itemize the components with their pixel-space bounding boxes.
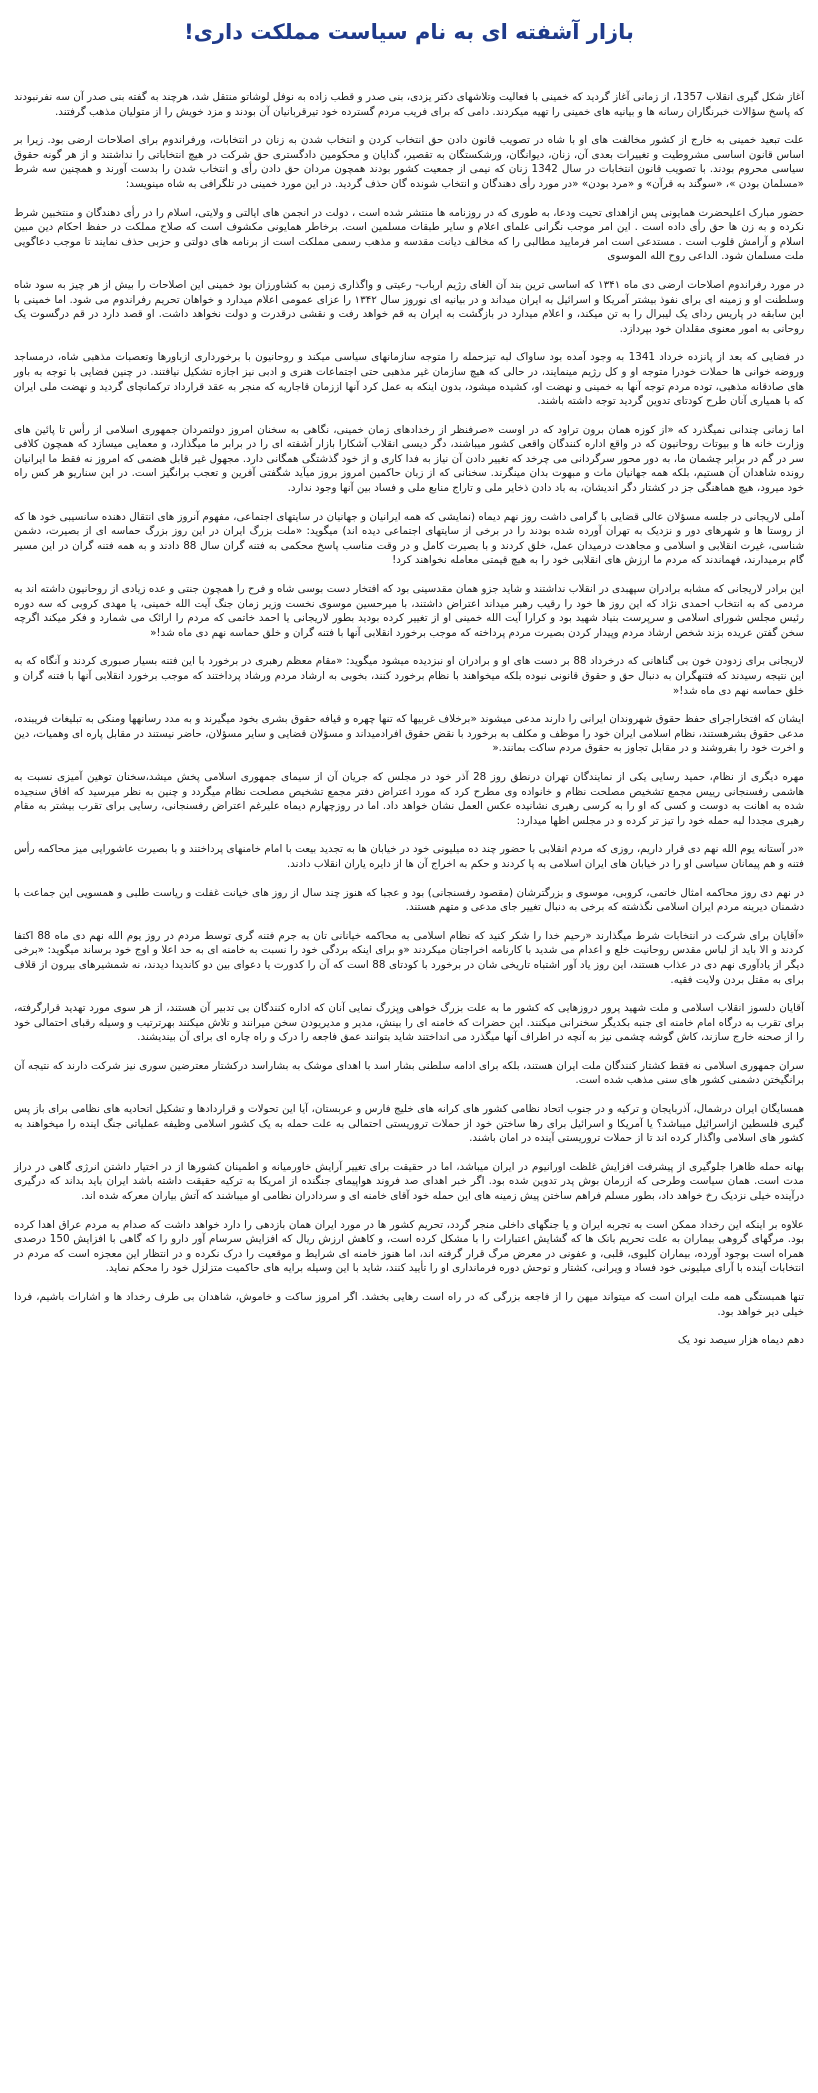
- paragraph: در مورد رفراندوم اصلاحات ارضی دی ماه ۱۳۴۱ که اساسی ترین بند آن الغای رژیم ارباب- رعیتی و واگذاری زمین به کشاورزان بود خمینی این اصلاحات را بیش از هر چیز به سود شاه وسلطنت او و زمینه ای برای نفوذ بیشتر آمریکا و اسرائیل به ایران میداند و در بیانیه ای نوروز سال ۱۳۴۲ را عزای عمومی اعلام میدارد و خواهان تحریم رفراندوم می شود. اما خمینی با این سابقه در پاریس رداى یک لیبرال را به تن میکند، و اعلام میدارد در بازگشت به ایران به قم خواهد رفت و نقشی درقدرت و دولت نخواهد داشت. او قصد دارد در قم درگسوت یک روحانی به امور معنوی مقلدان خود بپردازد.: [14, 278, 804, 335]
- paragraph: «آقایان برای شرکت در انتخابات شرط میگذارند «رحیم خدا را شکر کنید که نظام اسلامی به محاکمه خیانانی تان به جرم فتنه گری توسط مردم در روز یوم الله نهم دی ماه 88 اکتفا کردند و الا باید از لباس مقدس روحانیت خلع و اعدام می شدید با کارنامه اخراجتان میکردند «و برای اینکه بردگی خود را نسبت به خامنه ای به حد اعلا و اوج خود برساند میگوید: «برخی دیگر از یادآوری نهم دی در عذاب هستند، این روز یاد آور اشتباه تاریخی شان در برخورد با کودتای 88 است که آن را کدورت یا دعوای بین دو کاندیدا دیدند، نه شمشیرهای بیرون از قلاف برای به مقتل بردن ولایت فقیه.: [14, 929, 804, 986]
- paragraph: بهانه حمله ظاهرا جلوگیری از پیشرفت افزایش غلظت اورانیوم در ایران میباشد، اما در حقیقت برای تغییر آرایش خاورمیانه و اطمینان کشورها از در اختیار داشتن انرژی گاهی در دراز مدت است. همان سیاست وطرحی که ازرمان بوش پدر تدوین شده بود. اگر خبر اهدای صد فروند هواپیمای جنگنده از امریکا به ترکیه حقیقت داشته باشد ایران باید بداند که درگیری درآینده خیلی نزدیک رخ خواهد داد، بطور مسلم فراهم ساختن پیش زمینه های این حمله خود آقای خامنه ای و سردادران نظامی او میباشند که آتش بیاران معرکه شده اند.: [14, 1160, 804, 1203]
- paragraph: حضور مبارک اعلیحضرت همایونی پس ازاهدای تحیت ودعا، به طوری که در روزنامه ها منتشر شده است ، دولت در انجمن های ایالتی و ولایتی، اسلام را در رأی دهندگان و منتخبین شرط نکرده و به زن ها حق رأی داده است . این امر موجب نگرانی علمای اعلام و سایر طبقات مسلمین است. برخاطر همایونی مکشوف است که صلاح مملکت در حفظ احکام دین مبین اسلام و آرامش قلوب است . مستدعی است امر فرمایید مطالبی را که مخالف دیانت مقدسه و مذهب رسمی مملکت است از برنامه های دولتی و حزبی حذف نمایند تا موجب دعاگویی ملت مسلمان شود. الداعی روح الله الموسوی: [14, 206, 804, 263]
- paragraph: آقایان دلسوز انقلاب اسلامی و ملت شهید پرور دروزهایی که کشور ما به علت بزرگ خواهی وپزرگ نمایی آنان که اداره کنندگان بی تدبیر آن هستند، از هر سوی مورد تهدید قرارگرفته، برای تقرب به درگاه امام خامنه ای جنبه بکدیگر سخنرانی میکنند. این حضرات که خامنه ای را بینش، مدیر و مدیریودن سخن میرانند و تلاش میکنند بهرترتیب و وسیله رقبای احتمالی خود را از صحنه خارج سازند، کاش گوشه چشمی نیز به آنچه در اطراف آنها میگذرد می انداختند شاید بتوانند عمق فاجعه را درک و راه چاره ای برای آن بیندیشند.: [14, 1002, 804, 1044]
- paragraph: آغاز شکل گیری انقلاب 1357، از زمانی آغاز گردید که خمینی با فعالیت وتلاشهای دکتر یزدی، بنی صدر و قطب زاده به نوفل لوشاتو منتقل شد، هرچند به گفته بنی صدر آن سه نفرنبودند که پاسخ سؤالات خبرنگاران رسانه ها و بیانیه های خمینی را تهیه میکردند. دامی که برای فریب مردم گسترده خود تیرقربانیان آن بودند و مزد خویش را از متولیان مذهب گرفتند.: [14, 91, 805, 118]
- paragraph: ایشان که افتخاراجرای حفظ حقوق شهروندان ایرانی را دارند مدعی میشوند «برخلاف غربیها که تنها چهره و قیافه حقوق بشری بخود میگیرند و به مدد رسانهها ومنکی به تبلیغات فریبنده، مدعی حقوق بشرهستند، نظام اسلامی ایران خود را موظف و مکلف به برخورد با نقض حقوق افرادمیداند و مسؤلان قضایی و سایر مسؤلان، حاضر نیستند در مقابل پاره ای وهمیات، دین و اخرت خود را بفروشند و در مقابل تجاوز به حقوق مردم ساکت بمانند.«: [14, 713, 804, 755]
- paragraph: آملی لاریجانی در جلسه مسؤلان عالی قضایی با گرامی داشت روز نهم دیماه (نمایشی که همه ایرانیان و جهانیان در سایتهای اجتماعی، مفهوم آنروز های انتقال دهنده سانسیبی خود ها که از روستا ها و شهرهای دور و نزدیک به تهران آورده شده بودند را در برخی از سایتهای اجتماعی دیده اند) میگوید: «ملت بزرگ ایران در این روز بزرگ حماسه ای از بصیرت، دشمن شناسی، غیرت انقلابی و اسلامی و مجاهدت درمیدان عمل، خلق کردند و با بصیرت کامل و در وقت مناسب پاسخ محکمی به فتنه گران سال 88 دادند و به همه فتنه گران در این مسیر گام برمیدارند، فهماندند که مردم ما ارزش های انقلابی خود را به هیچ قیمتی معامله نخواهند کرد!: [14, 510, 804, 567]
- paragraph: تنها همبستگی همه ملت ایران است که میتواند میهن را از فاجعه بزرگی که در راه است رهایی بخشد. اگر امروز ساکت و خاموش، شاهدان بی طرف رخداد ها و اشارات باشیم، فردا خیلی دیر خواهد بود.: [14, 1291, 804, 1318]
- article: [14, 0, 804, 1362]
- paragraph: علاوه بر اینکه این رخداد ممکن است به تجربه ایران و یا جنگهای داخلی منجر گردد، تحریم کشور ها در مورد ایران همان بازدهی را دارد خواهد داشت که صدام به مردم عراق اهدا کرده بود. مرگهای گروهی بیماران به علت تحریم بانک ها که گشایش اعتبارات را با مشکل کرده است، و کاهش ارزش ریال که افزایش سرسام آور دارو را که گاهی با افزایش 150 درصدی همراه است بوجود آورده، بیماران کلیوی، قلبی، و عفونی در معرض مرگ قرار گرفته اند، اما هنوز خامنه ای شرایط و موقعیت را درک نکرده و در انتظار این معجزه است که مردم در انتخابات آینده با آرای میلیونی خود فساد و ویرانی، کشتار و توحش دوره فرمانداری او را تأیید کنند، شاید با این وسیله برایه های حاکمیت متزلزل خود را محکم نماید.: [14, 1218, 804, 1275]
- article-body: [14, 90, 804, 1348]
- paragraph: این برادر لاریجانی که مشابه برادران سپهبدی در انقلاب نداشتند و شاید جزو همان مقدسینی بود که افتخار دست بوسی شاه و فرح را همچون جنتی و عده زیادی از روحانیون داشته اند به مردمی که به انتخاب احمدی نژاد که این روز ها خود را رقیب رهبر میداند اعتراض داشتند، با میرحسین موسوی نخست وزیر زمان جنگ آیت الله خمینی، یا مهدی کروبی که سه دوره رئیس مجلس شورای اسلامی و سرپرست بنیاد شهید بود و کرارا آیت الله خمینی او از تغییر کرده بودید بطور لاریجانی یا احمد خاتمی که مردم را ارائک می شمارد و فکر میکند اگرچه سخن گفتن عریده بزند شخص ارشاد مردم وپیدار کردن بصیرت مردم پرداخته که موجب برخورد انقلابی آنها با فتنه گران و خلق حماسه نهم دی ماه شد!«: [14, 583, 804, 639]
- paragraph: مهره دیگری از نظام، حمید رسایی یکی از نمایندگان تهران درنطق روز 28 آذر خود در مجلس که جریان آن از سیمای جمهوری اسلامی پخش میشد،سخنان توهین آمیزی نسبت به هاشمی رفسنجانی رییس مجمع تشخیص مصلحت نظام و خانواده وی مطرح کرد که مورد اعتراض دفتر مجمع تشخیص مصلحت نظام میگردد و چنین به نظر میرسید که افاق سنجیده شده به اهانت به دوست و کسی که او را به کرسی رهبری نشانیده عکس العمل نشان خواهد داد. اما در روزچهارم دیماه علیرغم اعتراض رفسنجانی، رسایی برای تقرب بیشتر به مقام رهبری مجددا لبه حمله خود را تیز تر کرده و در مجلس اظها میدارد:: [14, 770, 804, 827]
- paragraph: در نهم دی روز محاکمه امثال خاتمی، کروبی، موسوی و بزرگترشان (مقصود رفسنجانی) بود و عجبا که هنوز چند سال از روز های خیانت غفلت و ریاست طلبی و همسویی این جماعت با دشمنان دیرینه مردم ایران اسلامی نگذشته که برخی به دنبال تغییر جای مدعی و متهم هستند.: [14, 886, 804, 914]
- paragraph: علت تبعید خمینی به خارج از کشور مخالفت های او با شاه در تصویب قانون دادن حق انتخاب کردن و انتخاب شدن به زنان در انتخابات، ورفراندوم برای اصلاحات ارضی بود. زیرا بر اساس قانون اساسی مشروطیت و تغییرات بعدی آن، زنان، دیوانگان، ورشکستگان به تقصیر، گدایان و محکومین دادگستری حق شرکت در هیچ انتخاباتی را نداشتند و از هر گونه حقوق سیاسی محروم بودند. با تصویب قانون انتخابات در سال 1342 زنان که نیمی از جمعیت کشور بودند همچون مردان حق دادن رأی و انتخاب شدن را بدست آورند و همچنین سه شرط «مسلمان بودن »، «سوگند به قرآن» و «مرد بودن» «در مورد رأی دهندگان و انتخاب شونده گان حذف گردید. در این مورد خمینی در تلگرافی به شاه مینویسد:: [14, 134, 804, 190]
- paragraph: همسایگان ایران درشمال، آذربایجان و ترکیه و در جنوب اتحاد نظامی کشور های کرانه های خلیج فارس و عربستان، آیا این تحولات و قراردادها و تشکیل اتحادیه های نظامی برای باز پس گیری فلسطین ازاسرائیل میباشد؟ یا آمریکا و اسرائیل برای رها ساختن خود از حملات تروریستی احتمالی به علت حمله به یک کشور اسلامی وظیفه عملیاتی جنگ اینده را میخواهند به کشور های اسلامی واگذار کرده اند تا از حملات تروریستی آینده در امان باشند.: [14, 1103, 804, 1145]
- closing-date: دهم دیماه هزار سیصد نود یک: [677, 1334, 804, 1347]
- paragraph: «در آستانه یوم الله نهم دی قرار داریم، روزی که مردم انقلابی با حضور چند ده میلیونی خود در خیابان ها به تجدید بیعت با امام خامنهای پرداختند و با بصیرت عاشورایی میز محاکمه رأس فتنه و هم پیمانان سیاسی او را در خیابان های ایران اسلامی به پا کردند و حکم به اخراج آن ها از دایره یاران انقلاب دادند.: [14, 843, 804, 870]
- paragraph: در فضایی که بعد از پانزده خرداد 1341 به وجود آمده بود ساواک لبه تیزحمله را متوجه سازمانهای سیاسی میکند و روحانیون با برخورداری ازباورها وتعصبات مذهبی شاه، درمساجد وروضه خوانی ها حملات خودرا متوجه او و کل رژیم مینمایند، در حالی که هیچ سازمان غیر مذهبی حتی اجتماعات هنری و ادبی نیز اجازه تشکیل نیافتند. در چنین فضایی با توجه به باور های صادقانه مذهبی، توده مردم توجه آنها به خمینی و نهضت او، کشیده میشود، بدون اینکه به عمل کرد آنها اززمان قاجاریه که منجر به عقد قرارداد ترکمانچای گردید و نهضت ملی ایران که با همیاری آنان طرح کودتای تدوین گردید توجه داشته باشند.: [14, 351, 805, 408]
- paragraph: لاریجانی برای زدودن خون بی گناهانی که درخرداد 88 بر دست های او و برادران او نبزدیده میشود میگوید: «مقام معظم رهبری در برخورد با این فتنه بسیار صبوری کردند و آنگاه که به این نتیجه رسیدند که فتنهگران به دنبال حق و حقوق قانونی نبوده بلکه میخواهند با نظام برخورد کنند، بخوبی به ارشاد مردم ورشاد پرداختند که موجب برخورد انقلابی آنها با فتنه گران و خلق حماسه نهم دی ماه شد!«: [14, 655, 804, 697]
- paragraph: سران جمهوری اسلامی نه فقط کشتار کنندگان ملت ایران هستند، بلکه برای ادامه سلطنی بشار اسد با اهدای موشک به بشاراسد درکشتار معترضین سوری نیز شرکت دارند که نتیجه آن برانگیختن دشمنی کشور های سنی مذهب شده است.: [14, 1059, 804, 1087]
- article-title: بازار آشفته ای به نام سیاست مملکت داری!: [184, 20, 634, 44]
- paragraph: اما زمانی چندانی نمیگذرد که «از کوزه همان برون تراود که در اوست «صرفنظر از رخدادهای زمان خمینی، نگاهی به سخنان امروز دولتمردان جمهوری اسلامی از رأس تا پائین های وزارت خانه ها و بیوتات روحانیون که در واقع اداره کنندگان واقعی کشور میباشند، دگر دیسی انقلاب آشکارا بازار آشفته ای را در برابر ما میگذارد، و معمایی میسازد که همچون کلافی سر در گم در برابر چشمان ما، به دور محور سرگردانی می چرخد که تغییر دادن آن نیاز به فدا کاری و از خود گذشتگی همگانی دارد. مجهول غیر قابل هضمی که امروز نه فقط ما ایرانیان رونده شاهدان آن هستیم، بلکه همه جهانیان مات و مبهوت بدان مینگرند. سخنانی که از زبان حاکمین امروز بروز میآید شگفتی آفرین و تعجب برانگیز است. در این سناریو هر کس راه خود میرود، هیچ هماهنگی جز در کشتار دگر اندیشان، به باد دادن ذخایر ملی و تاراج منابع ملی و فساد بین آنها وجود ندارد.: [14, 423, 804, 495]
